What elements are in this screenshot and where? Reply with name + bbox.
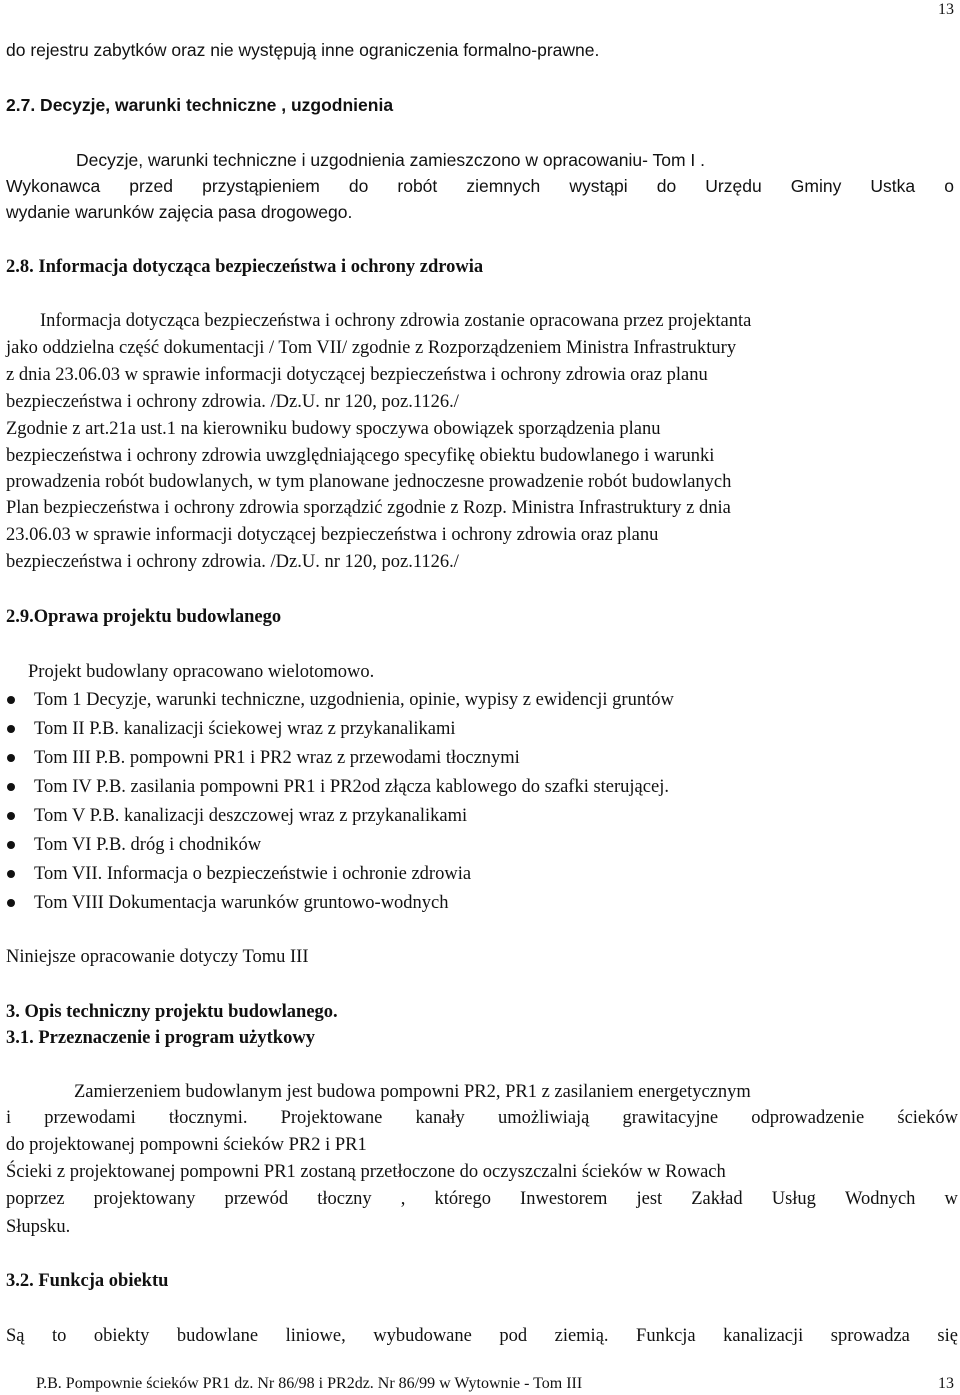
- bullet-dot: [7, 899, 15, 907]
- footer-page-number: 13: [938, 1375, 954, 1392]
- s28-p1-line-4: bezpieczeństwa i ochrony zdrowia. /Dz.U. nr 120, poz.1126./: [6, 392, 459, 412]
- s31-line-5: [6, 1188, 958, 1210]
- word: tłocznymi.: [168, 1108, 248, 1128]
- s31-line-3: do projektowanej pompowni ścieków PR2 i PR1: [6, 1135, 367, 1155]
- word: w: [944, 1189, 958, 1209]
- word: budowlane: [176, 1326, 259, 1346]
- s28-p2-line-6: bezpieczeństwa i ochrony zdrowia. /Dz.U. nr 120, poz.1126./: [6, 552, 459, 572]
- word: pod: [499, 1326, 528, 1346]
- word: Wodnych: [844, 1189, 916, 1209]
- word: do: [348, 176, 369, 196]
- volume-item: Tom 1 Decyzje, warunki techniczne, uzgodnienia, opinie, wypisy z ewidencji gruntów: [34, 690, 674, 710]
- word: przystąpieniem: [202, 176, 320, 196]
- word: Zakład: [691, 1189, 743, 1209]
- volume-item: Tom IV P.B. zasilania pompowni PR1 i PR2od złącza kablowego do szafki sterującej.: [34, 777, 669, 797]
- word: robót: [397, 176, 438, 196]
- intro-line: do rejestru zabytków oraz nie występują inne ograniczenia formalno-prawne.: [6, 40, 600, 60]
- volume-item: Tom V P.B. kanalizacji deszczowej wraz z przykanalikami: [34, 806, 468, 826]
- s29-intro: Projekt budowlany opracowano wielotomowo.: [28, 662, 375, 682]
- word: Urzędu: [705, 176, 762, 196]
- word: jest: [636, 1189, 663, 1209]
- heading-2-8: 2.8. Informacja dotycząca bezpieczeństwa i ochrony zdrowia: [6, 257, 484, 277]
- word: sprowadza: [830, 1326, 910, 1346]
- s31-line-4: Ścieki z projektowanej pompowni PR1 zostaną przetłoczone do oczyszczalni ścieków w Rowach: [6, 1162, 726, 1182]
- word: obiekty: [93, 1326, 150, 1346]
- word: Ustka: [870, 176, 916, 196]
- word: kanalizacji: [723, 1326, 804, 1346]
- bullet-dot: [7, 812, 15, 820]
- s27-line-3: wydanie warunków zajęcia pasa drogowego.: [6, 202, 353, 222]
- word: projektowany: [93, 1189, 196, 1209]
- word: Funkcja: [636, 1326, 696, 1346]
- word: przewodami: [44, 1108, 136, 1128]
- word: o: [944, 176, 954, 196]
- footer-text: P.B. Pompownie ścieków PR1 dz. Nr 86/98 i PR2dz. Nr 86/99 w Wytownie - Tom III: [36, 1375, 583, 1392]
- s27-line-1: Decyzje, warunki techniczne i uzgodnienia zamieszczono w opracowaniu- Tom I .: [76, 150, 706, 170]
- s28-p2-line-1: Zgodnie z art.21a ust.1 na kierowniku budowy spoczywa obowiązek sporządzenia planu: [6, 419, 661, 439]
- heading-2-9: 2.9.Oprawa projektu budowlanego: [6, 607, 282, 627]
- word: i: [6, 1108, 12, 1128]
- volume-item: Tom VII. Informacja o bezpieczeństwie i ochronie zdrowia: [34, 864, 472, 884]
- word: grawitacyjne: [622, 1108, 719, 1128]
- s31-line-2: [6, 1107, 958, 1129]
- word: tłoczny: [317, 1189, 372, 1209]
- word: Usług: [771, 1189, 816, 1209]
- word: przed: [129, 176, 174, 196]
- word: ziemią.: [554, 1326, 609, 1346]
- volume-note: Niniejsze opracowanie dotyczy Tomu III: [6, 947, 309, 967]
- word: Wykonawca: [6, 176, 101, 196]
- volume-item: Tom VIII Dokumentacja warunków gruntowo-wodnych: [34, 893, 449, 913]
- heading-3-1: 3.1. Przeznaczenie i program użytkowy: [6, 1028, 315, 1048]
- s28-p1-line-3: z dnia 23.06.03 w sprawie informacji dotyczącej bezpieczeństwa i ochrony zdrowia oraz planu: [6, 365, 708, 385]
- heading-3-2: 3.2. Funkcja obiektu: [6, 1271, 169, 1291]
- s28-p2-line-2: bezpieczeństwa i ochrony zdrowia uwzględniającego specyfikę obiektu budowlanego i warunki: [6, 446, 715, 466]
- volume-item: Tom III P.B. pompowni PR1 i PR2 wraz z przewodami tłocznymi: [34, 748, 520, 768]
- word: odprowadzenie: [751, 1108, 865, 1128]
- word: ziemnych: [466, 176, 541, 196]
- s28-p2-line-4: Plan bezpieczeństwa i ochrony zdrowia sporządzić zgodnie z Rozp. Ministra Infrastruktury z dnia: [6, 498, 731, 518]
- word: się: [937, 1326, 958, 1346]
- word: ,: [400, 1189, 406, 1209]
- word: wybudowane: [373, 1326, 472, 1346]
- word: wystąpi: [569, 176, 628, 196]
- word: umożliwiają: [497, 1108, 590, 1128]
- word: przewód: [224, 1189, 289, 1209]
- heading-2-7: 2.7. Decyzje, warunki techniczne , uzgodnienia: [6, 95, 394, 115]
- word: poprzez: [6, 1189, 65, 1209]
- volume-item: Tom VI P.B. dróg i chodników: [34, 835, 262, 855]
- s28-p1-line-2: jako oddzielna część dokumentacji / Tom VII/ zgodnie z Rozporządzeniem Ministra Infrastruktury: [6, 338, 737, 358]
- bullet-dot: [7, 696, 15, 704]
- bullet-dot: [7, 725, 15, 733]
- word: Gminy: [790, 176, 842, 196]
- s28-p2-line-5: 23.06.03 w sprawie informacji dotyczącej bezpieczeństwa i ochrony zdrowia oraz planu: [6, 525, 659, 545]
- volume-item: Tom II P.B. kanalizacji ściekowej wraz z przykanalikami: [34, 719, 456, 739]
- bullet-dot: [7, 783, 15, 791]
- word: Są: [6, 1326, 25, 1346]
- word: kanały: [415, 1108, 465, 1128]
- word: liniowe,: [285, 1326, 346, 1346]
- s27-line-2: [6, 175, 954, 197]
- s32-line-1: [6, 1325, 958, 1347]
- bullet-dot: [7, 841, 15, 849]
- page-number: 13: [938, 1, 954, 18]
- word: do: [656, 176, 677, 196]
- word: którego: [434, 1189, 491, 1209]
- word: ścieków: [897, 1108, 958, 1128]
- word: Projektowane: [280, 1108, 383, 1128]
- heading-3: 3. Opis techniczny projektu budowlanego.: [6, 1002, 338, 1022]
- word: to: [52, 1326, 67, 1346]
- bullet-dot: [7, 870, 15, 878]
- s28-p1-line-1: Informacja dotycząca bezpieczeństwa i ochrony zdrowia zostanie opracowana przez projektanta: [40, 311, 752, 331]
- s31-line-6: Słupsku.: [6, 1217, 71, 1237]
- word: Inwestorem: [520, 1189, 608, 1209]
- s28-p2-line-3: prowadzenia robót budowlanych, w tym planowane jednoczesne prowadzenie robót budowlanych: [6, 472, 732, 492]
- bullet-dot: [7, 754, 15, 762]
- s31-line-1: Zamierzeniem budowlanym jest budowa pompowni PR2, PR1 z zasilaniem energetycznym: [74, 1082, 751, 1102]
